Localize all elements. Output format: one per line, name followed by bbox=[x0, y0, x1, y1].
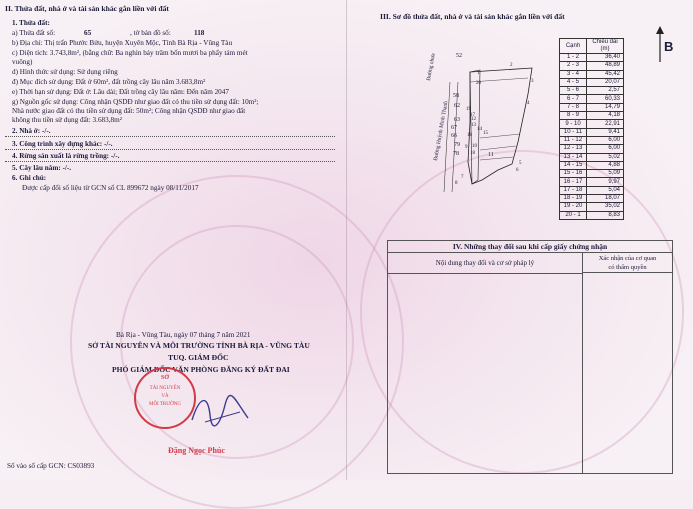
signer-title: PHÓ GIÁM ĐỐC VĂN PHÒNG ĐĂNG KÝ ĐẤT ĐAI bbox=[112, 365, 290, 374]
use-term-line: e) Thời hạn sử dụng: Đất ở: Lâu dài; Đất trồng cây lâu năm: Đến năm 2047 bbox=[12, 88, 229, 96]
changes-title: IV. Những thay đổi sau khi cấp giấy chứng nhận bbox=[388, 241, 672, 253]
edge-cell: 13 - 14 bbox=[560, 153, 587, 161]
parcel-label: a) Thửa đất số: bbox=[12, 29, 56, 37]
neighbor-66: 66 bbox=[451, 133, 457, 139]
neighbor-78: 78 bbox=[453, 151, 459, 157]
table-header-row bbox=[560, 39, 624, 54]
section-iii-title: III. Sơ đồ thửa đất, nhà ở và tài sản khác gắn liền với đất bbox=[380, 12, 565, 21]
length-cell: 5,09 bbox=[587, 170, 624, 178]
table-row bbox=[560, 78, 624, 86]
table-row bbox=[560, 170, 624, 178]
point-14: 14 bbox=[477, 127, 482, 132]
edge-cell: 10 - 11 bbox=[560, 128, 587, 136]
edge-cell: 12 - 13 bbox=[560, 145, 587, 153]
point-5: 5 bbox=[519, 161, 522, 166]
length-cell: 35,02 bbox=[587, 203, 624, 211]
length-cell: 2,57 bbox=[587, 87, 624, 95]
point-8: 8 bbox=[455, 181, 458, 186]
road-label-2: Đường Huỳnh Minh Thạnh bbox=[432, 100, 450, 162]
table-row bbox=[560, 70, 624, 78]
edge-cell: 11 - 12 bbox=[560, 136, 587, 144]
issue-date-line: Bà Rịa - Vũng Tàu, ngày 07 tháng 7 năm 2021 bbox=[116, 331, 251, 339]
table-row bbox=[560, 161, 624, 169]
table-row bbox=[560, 87, 624, 95]
point-3: 3 bbox=[531, 79, 534, 84]
point-15: 15 bbox=[483, 131, 488, 136]
length-cell: 14,79 bbox=[587, 103, 624, 111]
edge-cell: 15 - 16 bbox=[560, 170, 587, 178]
point-16: 16 bbox=[467, 133, 472, 138]
table-row bbox=[560, 62, 624, 70]
edge-cell: 14 - 15 bbox=[560, 161, 587, 169]
table-row bbox=[560, 136, 624, 144]
length-cell: 9,97 bbox=[587, 178, 624, 186]
divider bbox=[5, 136, 335, 137]
table-row bbox=[560, 186, 624, 194]
edge-cell: 18 - 19 bbox=[560, 195, 587, 203]
table-row bbox=[560, 95, 624, 103]
edge-cell: 17 - 18 bbox=[560, 186, 587, 194]
official-seal: SỞ TÀI NGUYÊN VÀ MÔI TRƯỜNG bbox=[134, 367, 196, 429]
neighbor-58: 58 bbox=[453, 93, 459, 99]
length-cell: 22,91 bbox=[587, 120, 624, 128]
changes-table bbox=[387, 240, 673, 474]
point-10: 10 bbox=[472, 144, 477, 149]
table-row bbox=[560, 112, 624, 120]
land-title: 1. Thửa đất: bbox=[12, 19, 50, 27]
table-row bbox=[560, 203, 624, 211]
neighbor-62: 62 bbox=[454, 103, 460, 109]
point-1: 1 bbox=[477, 71, 480, 76]
col-length: Chiều dài (m) bbox=[587, 39, 624, 54]
edge-cell: 19 - 20 bbox=[560, 203, 587, 211]
col-edge: Cạnh bbox=[560, 39, 587, 54]
divider bbox=[5, 161, 335, 162]
length-cell: 36,40 bbox=[587, 54, 624, 62]
origin-line-1: g) Nguồn gốc sử dụng: Công nhận QSDĐ như giao đất có thu tiền sử dụng đất: 10m²; bbox=[12, 98, 259, 106]
point-19: 19 bbox=[466, 107, 471, 112]
registry-number: Số vào sổ cấp GCN: CS03893 bbox=[7, 462, 95, 470]
other-works-line: 3. Công trình xây dựng khác: -/-. bbox=[12, 140, 113, 148]
edge-cell: 7 - 8 bbox=[560, 103, 587, 111]
length-cell: 20,07 bbox=[587, 78, 624, 86]
col-confirmation-line1: Xác nhận của cơ quan bbox=[598, 255, 657, 262]
edge-length-table bbox=[559, 38, 624, 220]
edge-cell: 16 - 17 bbox=[560, 178, 587, 186]
house-line: 2. Nhà ở: -/-. bbox=[12, 127, 51, 135]
table-row bbox=[560, 153, 624, 161]
page-fold-line bbox=[346, 0, 347, 480]
area-line-2: vuông) bbox=[12, 58, 33, 66]
perennial-line: 5. Cây lâu năm: -/-. bbox=[12, 164, 72, 172]
table-row bbox=[560, 120, 624, 128]
table-row bbox=[560, 178, 624, 186]
note-text: Được cấp đổi số liệu từ GCN số CL 899672 ngày 08/11/2017 bbox=[22, 184, 199, 192]
point-13: 13 bbox=[471, 123, 476, 128]
edge-cell: 9 - 10 bbox=[560, 120, 587, 128]
authorization-line: TUQ. GIÁM ĐỐC bbox=[168, 353, 229, 362]
use-purpose-line: đ) Mục đích sử dụng: Đất ở 60m², đất trồng cây lâu năm 3.683,8m² bbox=[12, 78, 206, 86]
col-confirmation bbox=[583, 253, 672, 273]
neighbor-63: 63 bbox=[454, 117, 460, 123]
point-9: 9 bbox=[465, 145, 468, 150]
column-divider bbox=[582, 273, 583, 473]
edge-cell: 2 - 3 bbox=[560, 62, 587, 70]
north-label: B bbox=[664, 39, 674, 54]
origin-line-2: Nhà nước giao đất có thu tiền sử dụng đất: 50m²; Công nhận QSDĐ như giao đất bbox=[12, 107, 246, 115]
length-cell: 60,33 bbox=[587, 95, 624, 103]
table-row bbox=[560, 195, 624, 203]
neighbor-52: 52 bbox=[456, 53, 462, 59]
edge-cell: 3 - 4 bbox=[560, 70, 587, 78]
edge-cell: 20 - 1 bbox=[560, 211, 587, 219]
length-cell: 18,07 bbox=[587, 195, 624, 203]
edge-cell: 8 - 9 bbox=[560, 112, 587, 120]
length-cell: 5,02 bbox=[587, 153, 624, 161]
point-7: 7 bbox=[461, 175, 464, 180]
length-cell: 48,89 bbox=[587, 62, 624, 70]
length-cell: 6,00 bbox=[587, 145, 624, 153]
point-2: 2 bbox=[510, 63, 513, 68]
point-17: 17 bbox=[470, 113, 475, 118]
area-line-1: c) Diện tích: 3.743,8m², (bằng chữ: Ba nghìn bảy trăm bốn mươi ba phẩy tám mét bbox=[12, 49, 248, 57]
length-cell: 4,88 bbox=[587, 161, 624, 169]
point-6: 6 bbox=[516, 168, 519, 173]
table-row bbox=[560, 145, 624, 153]
length-cell: 4,18 bbox=[587, 112, 624, 120]
table-row bbox=[560, 54, 624, 62]
use-form-line: d) Hình thức sử dụng: Sử dụng riêng bbox=[12, 68, 118, 76]
origin-line-3: không thu tiền sử dụng đất: 3.683,8m² bbox=[12, 116, 122, 124]
point-4: 4 bbox=[527, 101, 530, 106]
length-cell: 5,04 bbox=[587, 186, 624, 194]
table-row bbox=[560, 211, 624, 219]
table-row bbox=[560, 103, 624, 111]
col-confirmation-line2: có thẩm quyền bbox=[608, 264, 647, 271]
table-row bbox=[560, 128, 624, 136]
address-line: b) Địa chỉ: Thị trấn Phước Bửu, huyện Xuyên Mộc, Tỉnh Bà Rịa - Vũng Tàu bbox=[12, 39, 233, 47]
divider bbox=[5, 149, 335, 150]
point-12: 12 bbox=[471, 117, 476, 122]
length-cell: 45,42 bbox=[587, 70, 624, 78]
map-sheet-label: , tờ bản đồ số: bbox=[130, 29, 171, 37]
parcel-number: 65 bbox=[84, 29, 92, 37]
edge-cell: 4 - 5 bbox=[560, 78, 587, 86]
edge-cell: 5 - 6 bbox=[560, 87, 587, 95]
section-ii-title: II. Thửa đất, nhà ở và tài sản khác gắn liền với đất bbox=[5, 4, 169, 13]
signature-icon bbox=[190, 390, 250, 430]
neighbor-79: 79 bbox=[454, 142, 460, 148]
signer-name: Đặng Ngọc Phúc bbox=[168, 446, 225, 455]
forest-line: 4. Rừng sản xuất là rừng trồng: -/-. bbox=[12, 152, 120, 160]
issuing-org: SỞ TÀI NGUYÊN VÀ MÔI TRƯỜNG TỈNH BÀ RỊA - VŨNG TÀU bbox=[88, 341, 310, 350]
point-20: 20 bbox=[476, 81, 481, 86]
neighbor-67: 67 bbox=[451, 125, 457, 131]
edge-cell: 6 - 7 bbox=[560, 95, 587, 103]
neighbor-11: 11 bbox=[488, 152, 494, 158]
length-cell: 8,83 bbox=[587, 211, 624, 219]
col-change-content: Nội dung thay đổi và cơ sở pháp lý bbox=[388, 253, 583, 274]
edge-cell: 1 - 2 bbox=[560, 54, 587, 62]
length-cell: 9,41 bbox=[587, 128, 624, 136]
notes-label: 6. Ghi chú: bbox=[12, 174, 47, 182]
map-sheet-number: 118 bbox=[194, 29, 205, 37]
length-cell: 6,00 bbox=[587, 136, 624, 144]
road-label-1: Đường nhựa bbox=[425, 52, 437, 82]
point-18: 18 bbox=[470, 151, 475, 156]
